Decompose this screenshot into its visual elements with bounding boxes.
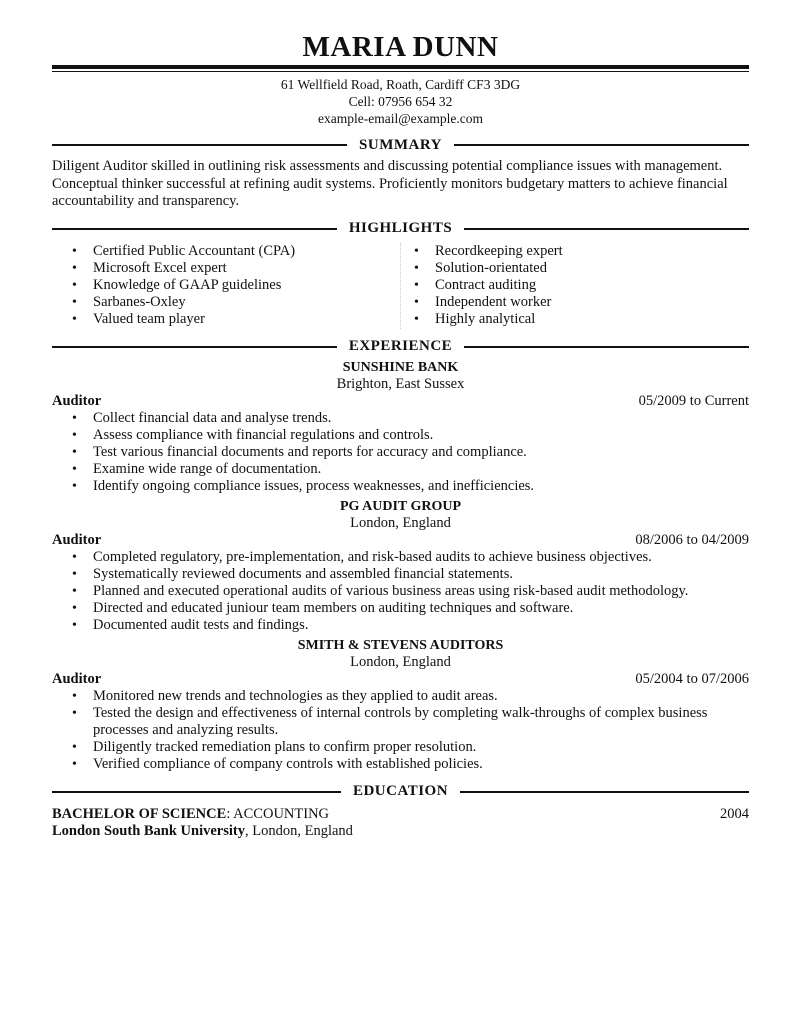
highlight-item: • Recordkeeping expert bbox=[401, 243, 749, 260]
highlights-list bbox=[52, 243, 749, 329]
duty-item: • Planned and executed operational audits of various business areas using risk-based audit methodology. bbox=[52, 583, 749, 600]
duty-item: • Test various financial documents and reports for accuracy and compliance. bbox=[52, 444, 749, 461]
address: 61 Wellfield Road, Roath, Cardiff CF3 3DG bbox=[280, 77, 521, 92]
duty-item: • Assess compliance with financial regulations and controls. bbox=[52, 427, 749, 444]
duty-item: • Directed and educated juniour team members on auditing techniques and software. bbox=[52, 600, 749, 617]
duty-item: • Systematically reviewed documents and assembled financial statements. bbox=[52, 566, 749, 583]
job-duties bbox=[52, 549, 749, 635]
summary-title: SUMMARY bbox=[359, 136, 442, 153]
duty-item: • Monitored new trends and technologies as they applied to audit areas. bbox=[52, 688, 749, 705]
company-location: London, England bbox=[350, 514, 451, 531]
degree bbox=[52, 806, 329, 823]
experience-heading bbox=[52, 337, 749, 357]
job-duties bbox=[52, 410, 749, 496]
job-entry bbox=[52, 637, 749, 774]
company-name: SUNSHINE BANK bbox=[342, 359, 459, 375]
job-dates: 05/2009 to Current bbox=[638, 392, 749, 409]
resume-page bbox=[52, 30, 749, 840]
job-title: Auditor bbox=[52, 531, 102, 548]
duty-item: • Diligently tracked remediation plans to confirm proper resolution. bbox=[52, 739, 749, 756]
name-divider bbox=[52, 65, 749, 72]
job-entry bbox=[52, 498, 749, 635]
highlight-item: • Knowledge of GAAP guidelines bbox=[52, 277, 400, 294]
job-title: Auditor bbox=[52, 670, 102, 687]
duty-item: • Collect financial data and analyse trends. bbox=[52, 410, 749, 427]
duty-item: • Tested the design and effectiveness of internal controls by completing walk-throughs of complex business processes and analyzing results. bbox=[52, 705, 749, 739]
summary-heading bbox=[52, 135, 749, 155]
cell-phone: Cell: 07956 654 32 bbox=[348, 94, 453, 109]
company-location: London, England bbox=[350, 653, 451, 670]
school-name: London South Bank University bbox=[52, 822, 245, 839]
job-dates: 08/2006 to 04/2009 bbox=[635, 531, 749, 548]
company-name: SMITH & STEVENS AUDITORS bbox=[297, 637, 504, 653]
candidate-name: MARIA DUNN bbox=[302, 31, 499, 63]
highlight-item: • Highly analytical bbox=[401, 311, 749, 328]
degree-name: BACHELOR OF SCIENCE bbox=[52, 805, 227, 822]
email: example-email@example.com bbox=[318, 111, 483, 126]
highlights-title: HIGHLIGHTS bbox=[348, 220, 453, 236]
highlight-item: • Solution-orientated bbox=[401, 260, 749, 277]
highlight-item: • Certified Public Accountant (CPA) bbox=[52, 243, 400, 260]
degree-field: : ACCOUNTING bbox=[226, 805, 330, 822]
highlight-item: • Valued team player bbox=[52, 311, 400, 328]
experience-title: EXPERIENCE bbox=[348, 338, 453, 355]
duty-item: • Completed regulatory, pre-implementation, and risk-based audits to achieve business objectives. bbox=[52, 549, 749, 566]
education-school-row bbox=[52, 823, 749, 840]
job-title: Auditor bbox=[52, 392, 102, 409]
education-degree-row bbox=[52, 806, 749, 823]
highlight-item: • Sarbanes-Oxley bbox=[52, 294, 400, 311]
education-title: EDUCATION bbox=[352, 783, 449, 800]
role-row bbox=[52, 393, 749, 410]
highlights-right-column bbox=[400, 243, 749, 329]
role-row bbox=[52, 532, 749, 549]
highlight-item: • Contract auditing bbox=[401, 277, 749, 294]
duty-item: • Examine wide range of documentation. bbox=[52, 461, 749, 478]
job-duties bbox=[52, 688, 749, 774]
job-dates: 05/2004 to 07/2006 bbox=[635, 670, 749, 687]
highlights-heading bbox=[52, 219, 749, 239]
highlight-item: • Independent worker bbox=[401, 294, 749, 311]
duty-item: • Identify ongoing compliance issues, process weaknesses, and inefficiencies. bbox=[52, 478, 749, 495]
education-heading bbox=[52, 782, 749, 802]
contact-block bbox=[52, 76, 749, 127]
role-row bbox=[52, 671, 749, 688]
company-name: PG AUDIT GROUP bbox=[339, 498, 462, 514]
highlight-item: • Microsoft Excel expert bbox=[52, 260, 400, 277]
job-entry bbox=[52, 359, 749, 496]
duty-item: • Verified compliance of company controls with established policies. bbox=[52, 756, 749, 773]
school-location: , London, England bbox=[245, 822, 353, 839]
duty-item: • Documented audit tests and findings. bbox=[52, 617, 749, 634]
summary-text: Diligent Auditor skilled in outlining risk assessments and discussing potential compliance issues with management. Conceptual thinker successful at refining audit systems. Proficiently monitors budgetary matters to achieve financial accountability and transparency. bbox=[52, 158, 728, 209]
graduation-year: 2004 bbox=[720, 805, 749, 822]
company-location: Brighton, East Sussex bbox=[336, 375, 465, 392]
highlights-left-column bbox=[52, 243, 400, 329]
